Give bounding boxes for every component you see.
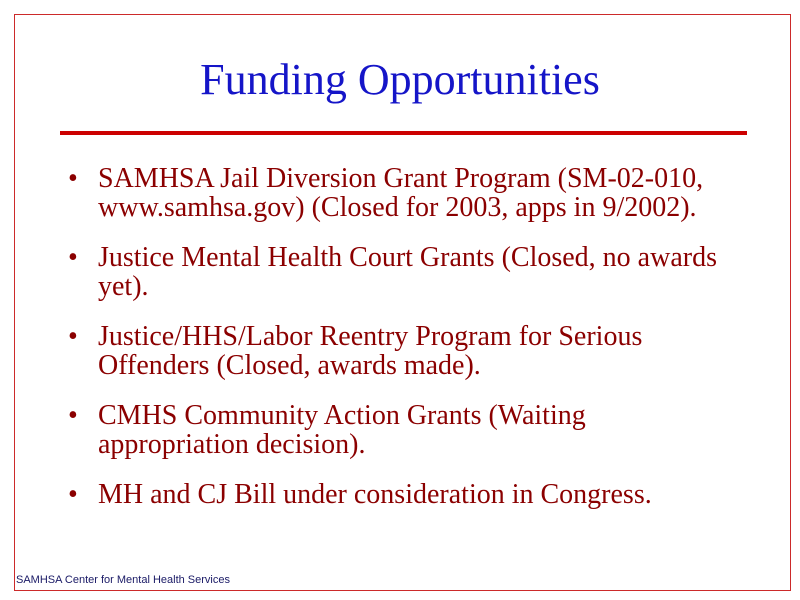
bullet-icon: • [68, 321, 78, 352]
slide-title: Funding Opportunities [200, 55, 600, 104]
bullet-list [68, 164, 728, 530]
bullet-text: Justice Mental Health Court Grants (Closed, no awards yet). [98, 242, 717, 302]
bullet-icon: • [68, 479, 78, 510]
bullet-item-reentry-program [68, 322, 728, 380]
bullet-text: Justice/HHS/Labor Reentry Program for Serious Offenders (Closed, awards made). [98, 321, 643, 381]
bullet-text: MH and CJ Bill under consideration in Congress. [98, 479, 652, 510]
bullet-item-community-action [68, 401, 728, 459]
bullet-icon: • [68, 242, 78, 273]
bullet-text: SAMHSA Jail Diversion Grant Program (SM-02-010, www.samhsa.gov) (Closed for 2003, apps in 9/2002). [98, 163, 704, 223]
title-divider [60, 131, 747, 135]
bullet-icon: • [68, 163, 78, 194]
slide-footer: SAMHSA Center for Mental Health Services [16, 574, 230, 586]
bullet-item-mh-cj-bill [68, 480, 728, 509]
bullet-item-jail-diversion [68, 164, 728, 222]
bullet-text: CMHS Community Action Grants (Waiting appropriation decision). [98, 400, 586, 460]
bullet-item-mental-health-court [68, 243, 728, 301]
bullet-icon: • [68, 400, 78, 431]
